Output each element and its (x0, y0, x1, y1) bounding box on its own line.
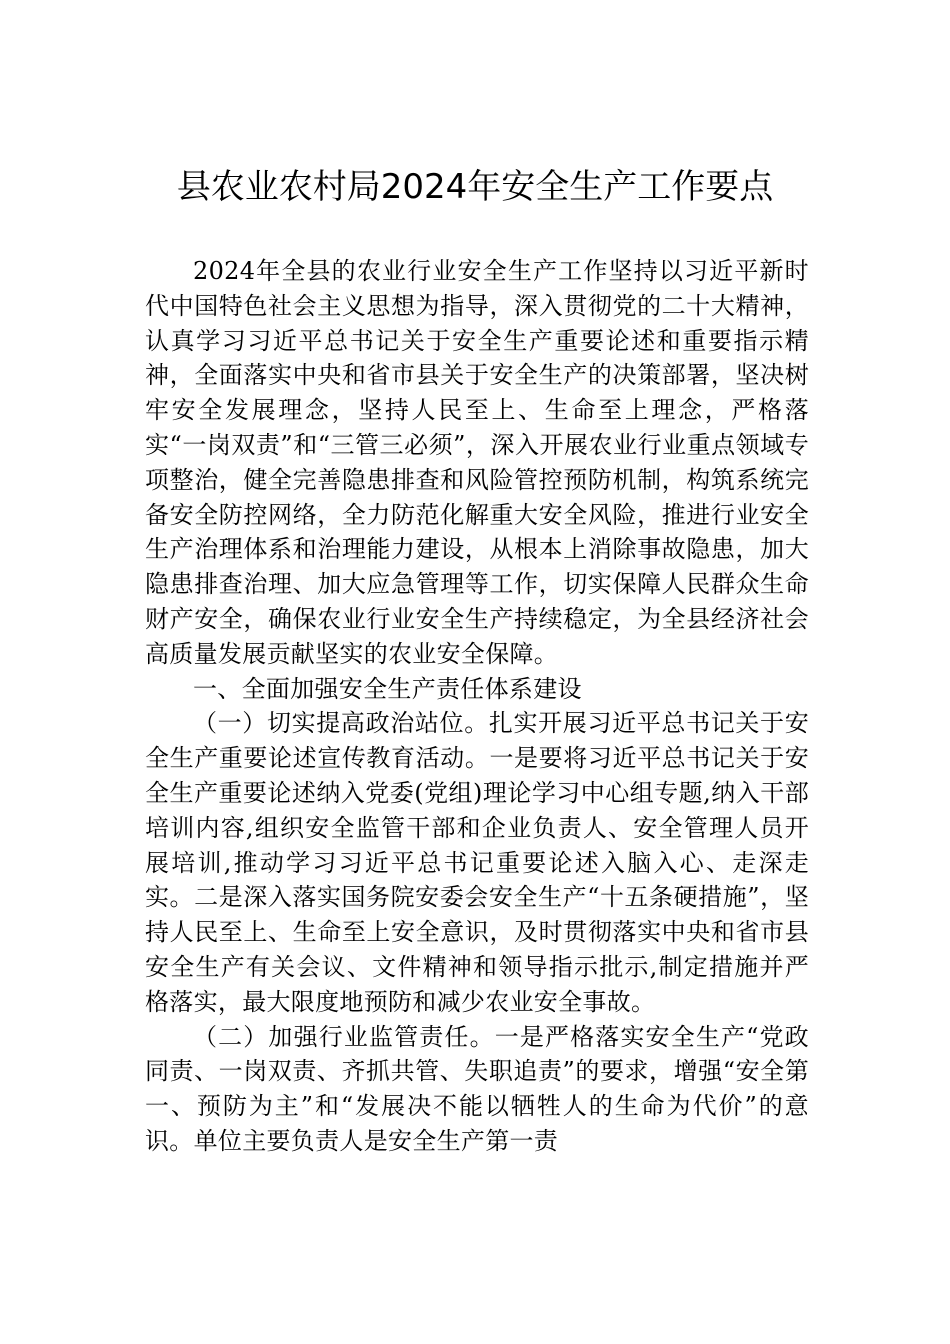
document-body (145, 254, 809, 1159)
intro-paragraph: 2024年全县的农业行业安全生产工作坚持以习近平新时代中国特色社会主义思想为指导，深入贯彻党的二十大精神，认真学习习近平总书记关于安全生产重要论述和重要指示精神，全面落实中央和省市县关于安全生产的决策部署，坚决树牢安全发展理念，坚持人民至上、生命至上理念，严格落实“一岗双责”和“三管三必须”，深入开展农业行业重点领域专项整治，健全完善隐患排查和风险管控预防机制，构筑系统完备安全防控网络，全力防范化解重大安全风险，推进行业安全生产治理体系和治理能力建设，从根本上消除事故隐患，加大隐患排查治理、加大应急管理等工作，切实保障人民群众生命财产安全，确保农业行业安全生产持续稳定，为全县经济社会高质量发展贡献坚实的农业安全保障。 (145, 257, 809, 668)
section-heading-1: 一、全面加强安全生产责任体系建设 (193, 674, 582, 703)
document-title: 县农业农村局2024年安全生产工作要点 (176, 167, 774, 207)
subsection-paragraph-2: （二）加强行业监管责任。一是严格落实安全生产“党政同责、一岗双责、齐抓共管、失职追责”的要求，增强“安全第一、预防为主”和“发展决不能以牺牲人的生命为代价”的意识。单位主要负责人是安全生产第一责 (145, 1022, 809, 1155)
subsection-paragraph-1: （一）切实提高政治站位。扎实开展习近平总书记关于安全生产重要论述宣传教育活动。一是要将习近平总书记关于安全生产重要论述纳入党委(党组)理论学习中心组专题,纳入干部培训内容,组织安全监管干部和企业负责人、安全管理人员开展培训,推动学习习近平总书记重要论述入脑入心、走深走实。二是深入落实国务院安委会安全生产“十五条硬措施”，坚持人民至上、生命至上安全意识，及时贯彻落实中央和省市县安全生产有关会议、文件精神和领导指示批示,制定措施并严格落实，最大限度地预防和减少农业安全事故。 (145, 709, 809, 1016)
